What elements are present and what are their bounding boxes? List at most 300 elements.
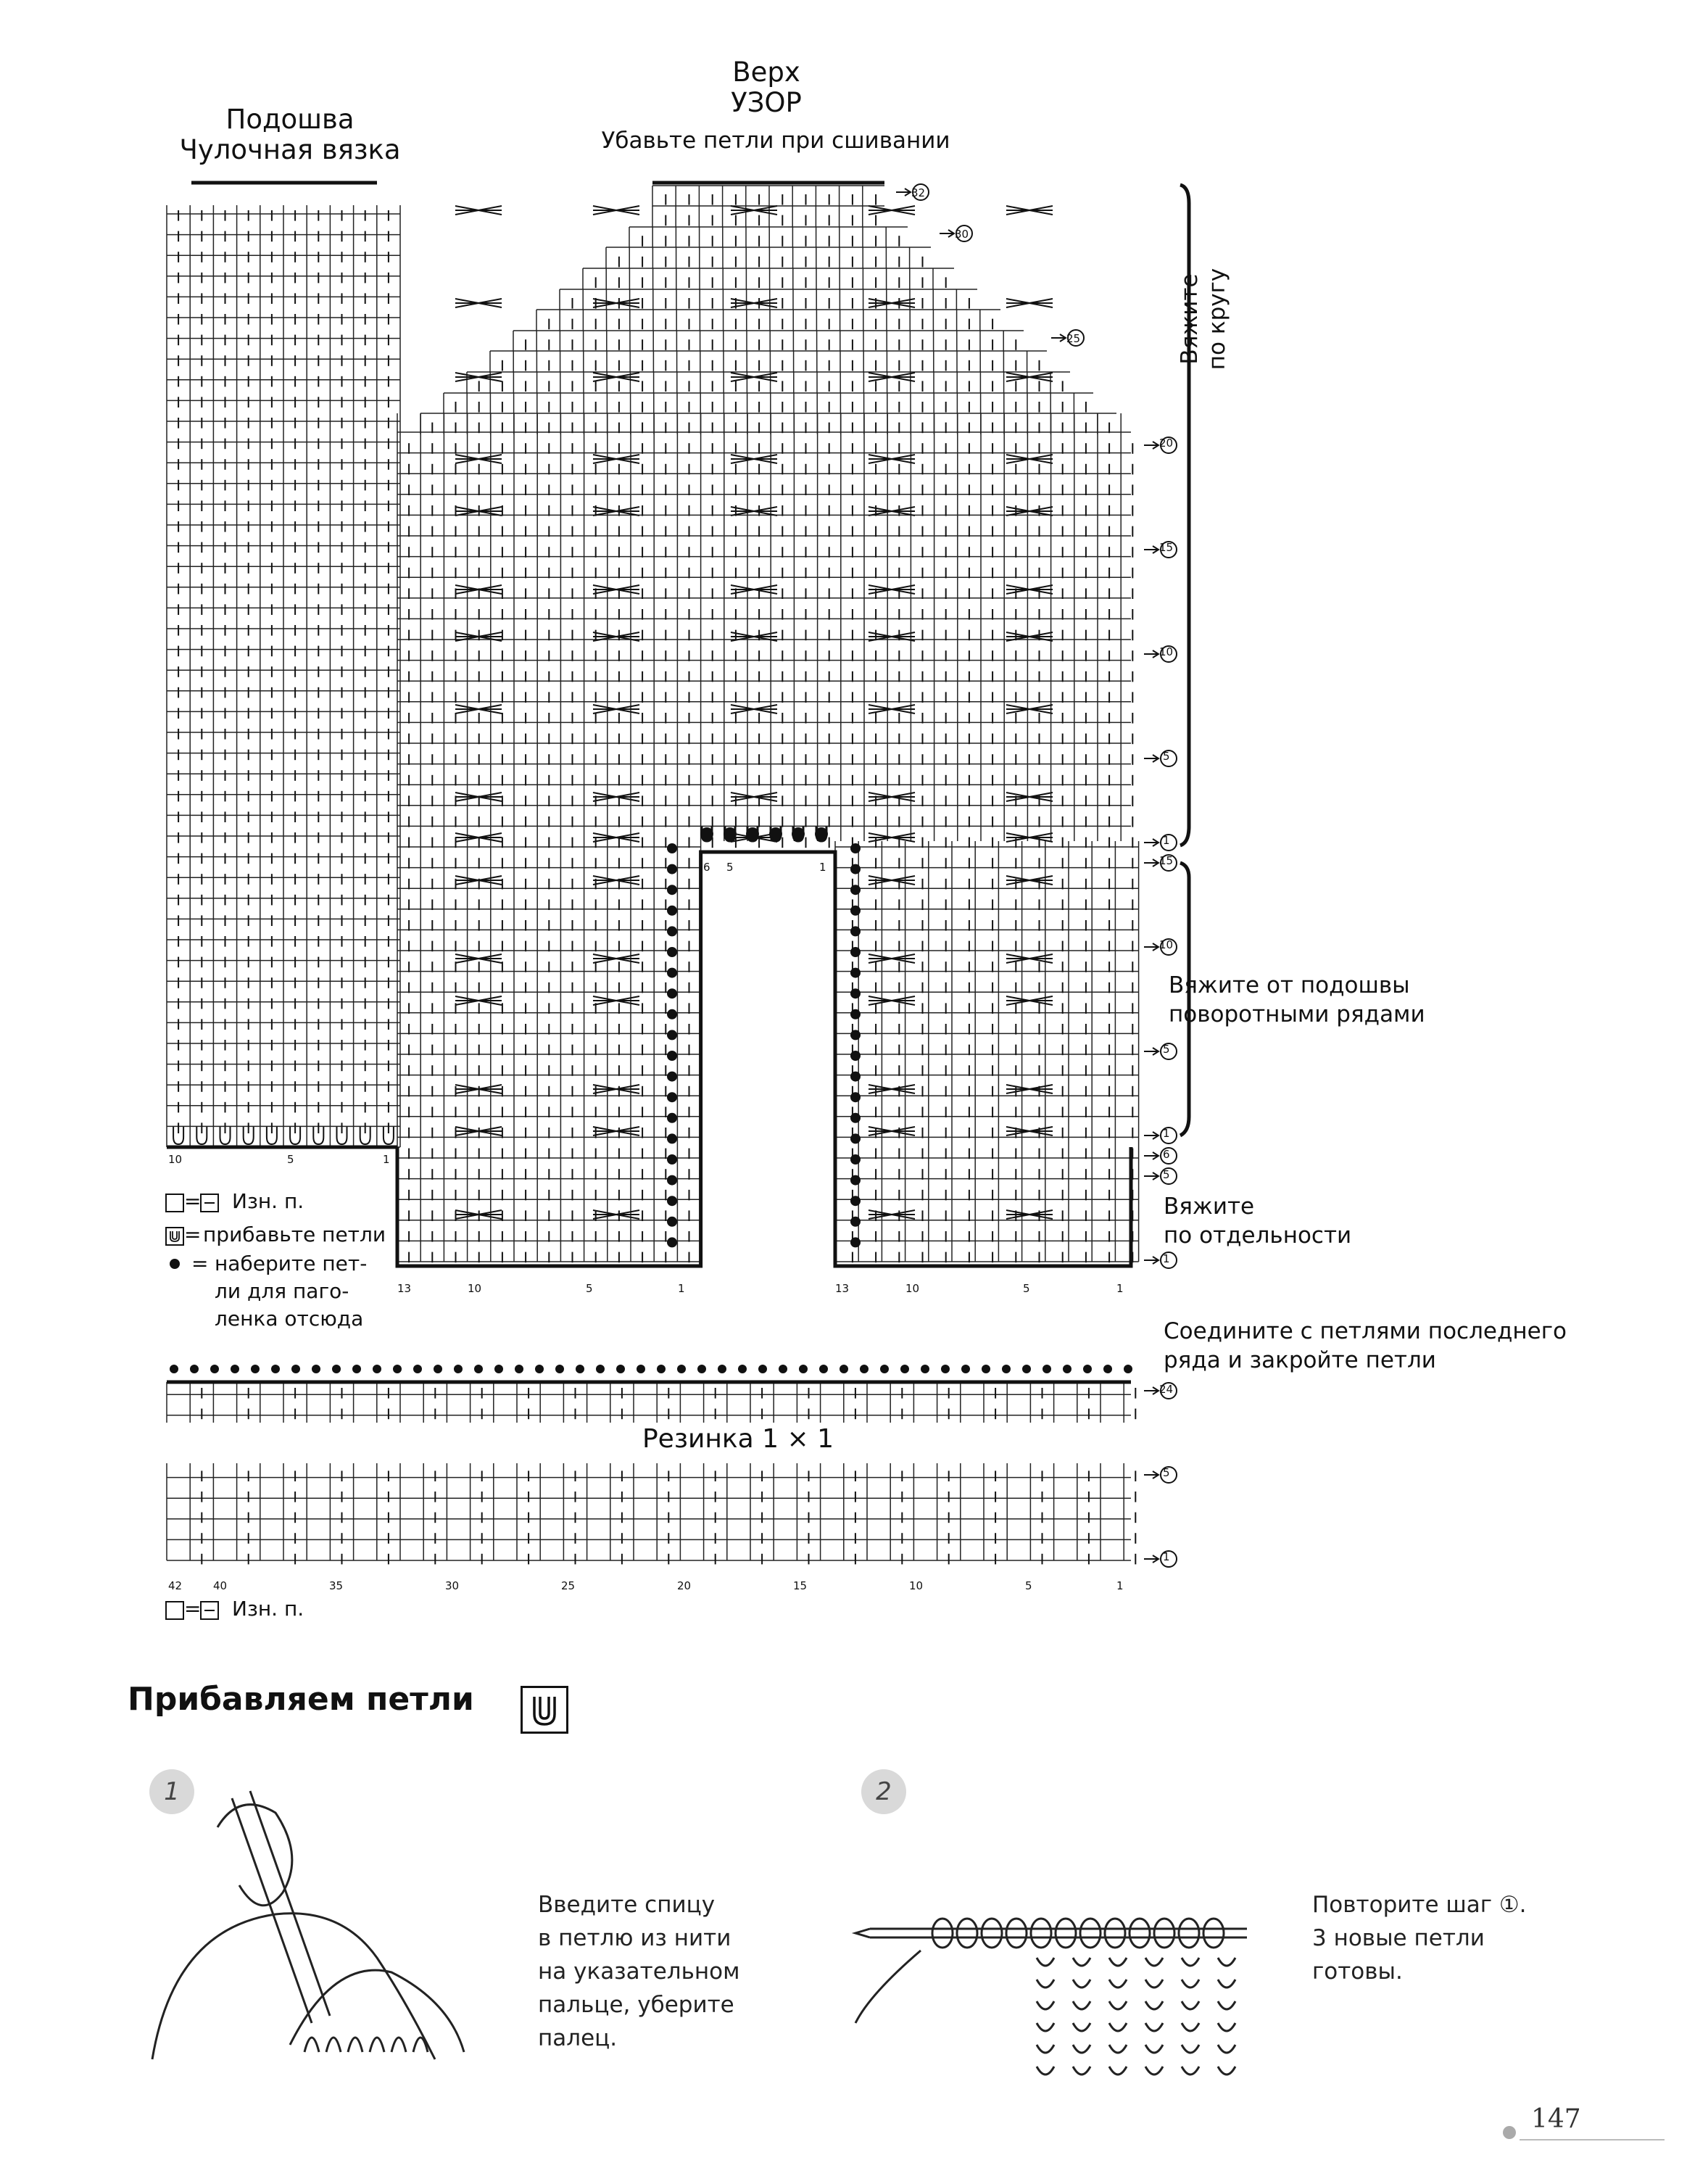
round-1: 1 <box>1163 834 1170 847</box>
fabric-stitch <box>326 2038 341 2052</box>
knit-v-stitch <box>1073 1980 1090 1987</box>
step2-line: 3 новые петли <box>1312 1925 1485 1951</box>
pickup-dot <box>850 1072 861 1082</box>
ribbing-bind-off-dot <box>190 1365 199 1373</box>
knit-v-stitch <box>1109 1958 1127 1966</box>
rib-stitch-42: 42 <box>168 1579 183 1592</box>
pickup-dot <box>667 1051 677 1061</box>
cable-cross-mark <box>1006 705 1053 713</box>
knit-v-stitch <box>1182 1958 1199 1966</box>
cable-cross-mark <box>869 585 915 594</box>
pickup-dot <box>667 843 677 853</box>
knit-v-stitch <box>1073 2023 1090 2031</box>
step1-line: в петлю из нити <box>538 1925 731 1951</box>
sep-row-1: 1 <box>1163 1252 1170 1265</box>
cable-cross-mark <box>869 996 915 1005</box>
legend-equals-2: = <box>184 1223 202 1246</box>
top-title: Верх <box>732 57 800 88</box>
cable-cross-mark <box>1006 1085 1053 1093</box>
row-15: 15 <box>1159 854 1174 867</box>
knit-v-stitch <box>1109 2067 1127 2075</box>
cable-cross-mark <box>731 373 777 381</box>
cable-cross-mark <box>869 507 915 516</box>
knit-v-stitch <box>1218 1980 1235 1987</box>
cable-cross-mark <box>731 455 777 463</box>
cable-cross-mark <box>731 299 777 307</box>
step2-text <box>1312 1888 1527 1988</box>
cable-cross-mark <box>869 833 915 842</box>
knit-v-stitch <box>1073 2045 1090 2053</box>
pickup-dot <box>667 926 677 936</box>
cable-cross-mark <box>731 206 777 215</box>
ribbing-bind-off-dot <box>413 1365 422 1373</box>
knit-v-stitch <box>1109 2023 1127 2031</box>
step2-line: Повторите шаг ①. <box>1312 1892 1527 1918</box>
pickup-dot <box>850 1196 861 1206</box>
in-round-line1: Вяжите <box>1177 273 1203 365</box>
legend-pickup-line3: ленка отсюда <box>215 1307 364 1331</box>
ribbing-bind-off-dot <box>1124 1365 1132 1373</box>
chart-grid <box>167 186 1139 1560</box>
rib-stitch-10: 10 <box>909 1579 924 1592</box>
sep-row-5: 5 <box>1163 1168 1170 1181</box>
ribbing-bind-off-dot <box>982 1365 990 1373</box>
ribbing-bind-off-dot <box>373 1365 381 1373</box>
cable-cross-mark <box>593 299 639 307</box>
cable-cross-mark <box>455 206 502 215</box>
rib-legend-empty-square <box>165 1601 184 1620</box>
round-10: 10 <box>1159 645 1174 658</box>
pickup-dot <box>667 1133 677 1143</box>
loop-on-needle <box>1006 1919 1027 1948</box>
step2-line: готовы. <box>1312 1958 1403 1985</box>
ribbing-bind-off-dot <box>880 1365 889 1373</box>
pickup-dot <box>850 1009 861 1019</box>
step2-number: 2 <box>876 1777 892 1806</box>
pickup-dot <box>667 988 677 998</box>
cable-cross-mark <box>1006 206 1053 215</box>
knit-v-stitch <box>1037 2001 1054 2009</box>
knit-v-stitch <box>1073 2067 1090 2075</box>
step1-number-badge <box>149 1769 194 1814</box>
cable-cross-mark <box>869 455 915 463</box>
loop-on-needle <box>982 1919 1002 1948</box>
right-stitch-1: 1 <box>1116 1282 1124 1295</box>
knit-v-stitch <box>1145 2001 1163 2009</box>
right-stitch-13: 13 <box>835 1282 850 1295</box>
pickup-dot <box>667 1217 677 1227</box>
row-markers <box>170 184 1177 1567</box>
step1-text <box>538 1888 740 2055</box>
pickup-dot <box>850 968 861 978</box>
gap-stitch-6: 6 <box>703 861 710 874</box>
ribbing-bind-off-dot <box>1022 1365 1031 1373</box>
pickup-dot <box>850 864 861 874</box>
legend-pickup-line2: ли для паго- <box>215 1279 349 1303</box>
ribbing-bind-off-dot <box>231 1365 239 1373</box>
fabric-stitch <box>348 2038 362 2052</box>
knit-v-stitch <box>1218 2023 1235 2031</box>
round-32: 32 <box>911 186 926 199</box>
pickup-dot <box>850 947 861 957</box>
cable-cross-mark <box>455 299 502 307</box>
ribbing-bind-off-dot <box>677 1365 686 1373</box>
pickup-dot <box>850 926 861 936</box>
cable-cross-mark <box>869 876 915 885</box>
join-line1: Соедините с петлями последнего <box>1164 1318 1567 1344</box>
pickup-dot <box>667 1113 677 1123</box>
ribbing-bind-off-dot <box>251 1365 260 1373</box>
cable-cross-mark <box>1006 299 1053 307</box>
loop-on-needle <box>1031 1919 1051 1948</box>
yarn-loop-illustration <box>217 1805 292 1906</box>
loop-on-needle <box>957 1919 977 1948</box>
legend-purl-dash-square <box>200 1194 219 1212</box>
ribbing-bind-off-dot <box>961 1365 970 1373</box>
separately-line1: Вяжите <box>1164 1194 1255 1220</box>
sole-stitch-5: 5 <box>287 1153 294 1166</box>
rib-row-5: 5 <box>1163 1466 1170 1479</box>
cable-cross-mark <box>593 996 639 1005</box>
pickup-dot <box>667 885 677 895</box>
knit-v-stitch <box>1182 2023 1199 2031</box>
cable-cross-mark <box>869 1210 915 1219</box>
loop-on-needle <box>1129 1919 1150 1948</box>
legend-equals-3: = <box>191 1252 209 1275</box>
fabric-stitch <box>304 2038 319 2052</box>
rib-stitch-20: 20 <box>677 1579 692 1592</box>
increase-symbol-icon <box>521 1686 568 1734</box>
sole-stitch-10: 10 <box>168 1153 183 1166</box>
rib-row-1: 1 <box>1163 1550 1170 1563</box>
pickup-dot <box>850 1154 861 1165</box>
cable-cross-mark <box>1006 1127 1053 1136</box>
separately-line2: по отдельности <box>1164 1223 1352 1249</box>
knit-v-stitch <box>1073 2001 1090 2009</box>
pickup-dot <box>850 843 861 853</box>
cable-cross-mark <box>593 705 639 713</box>
pickup-dot <box>667 1154 677 1165</box>
step1-line: пальце, уберите <box>538 1992 734 2018</box>
ribbing-bind-off-dot <box>271 1365 280 1373</box>
sole-subtitle: Чулочная вязка <box>179 134 401 165</box>
row-5: 5 <box>1163 1043 1170 1056</box>
pickup-dot <box>667 947 677 957</box>
rib-stitch-15: 15 <box>793 1579 808 1592</box>
knit-v-stitch <box>1182 2001 1199 2009</box>
ribbing-bind-off-dot <box>454 1365 463 1373</box>
pickup-dot <box>850 1030 861 1040</box>
loop-on-needle <box>1179 1919 1199 1948</box>
cable-cross-mark <box>869 705 915 713</box>
ribbing-bind-off-dot <box>434 1365 442 1373</box>
ribbing-bind-off-dot <box>535 1365 544 1373</box>
gap-increase-dot <box>769 827 782 840</box>
pickup-dot <box>850 1113 861 1123</box>
knit-v-stitch <box>1073 1958 1090 1966</box>
knit-v-stitch <box>1037 1958 1054 1966</box>
knit-v-stitch <box>1182 2045 1199 2053</box>
pickup-dot <box>667 1009 677 1019</box>
gap-stitch-1: 1 <box>819 861 826 874</box>
cable-cross-mark <box>455 705 502 713</box>
cable-cross-mark <box>731 705 777 713</box>
needle-illustration <box>232 1791 330 2023</box>
ribbing-bind-off-dot <box>819 1365 828 1373</box>
cable-cross-mark <box>869 299 915 307</box>
step1-line: палец. <box>538 2025 618 2051</box>
fabric-stitch <box>370 2038 384 2052</box>
pickup-dot <box>667 906 677 916</box>
fabric-stitch <box>391 2038 406 2052</box>
cable-cross-mark <box>1006 585 1053 594</box>
cable-cross-mark <box>593 455 639 463</box>
ribbing-bind-off-dot <box>576 1365 584 1373</box>
ribbing-bind-off-dot <box>555 1365 564 1373</box>
ribbing-bind-off-dot <box>1063 1365 1072 1373</box>
step1-number: 1 <box>164 1777 180 1806</box>
cable-cross-mark <box>1006 455 1053 463</box>
rib-stitch-40: 40 <box>213 1579 228 1592</box>
loop-on-needle <box>1056 1919 1076 1948</box>
ribbing-bind-off-dot <box>799 1365 808 1373</box>
rib-stitch-30: 30 <box>445 1579 460 1592</box>
knitted-fabric-outline <box>290 1970 464 2052</box>
knit-v-stitch <box>1182 2067 1199 2075</box>
pickup-dot <box>667 968 677 978</box>
ribbing-bind-off-dot <box>860 1365 869 1373</box>
loop-on-needle <box>1080 1919 1101 1948</box>
ribbing-bind-off-dot <box>332 1365 341 1373</box>
legend-increase-label: прибавьте петли <box>203 1223 386 1246</box>
ribbing-bind-off-dot <box>596 1365 605 1373</box>
knit-v-stitch <box>1145 1980 1163 1987</box>
ribbing-bind-off-dot <box>697 1365 706 1373</box>
ribbing-bind-off-dot <box>1043 1365 1051 1373</box>
gap-stitch-5: 5 <box>726 861 734 874</box>
ribbing-title: Резинка 1 × 1 <box>642 1424 834 1454</box>
cable-cross-mark <box>1006 793 1053 801</box>
rib-stitch-25: 25 <box>561 1579 576 1592</box>
knit-v-stitch <box>1145 1958 1163 1966</box>
ribbing-bind-off-dot <box>779 1365 787 1373</box>
cable-cross-mark <box>593 206 639 215</box>
cable-cross-mark <box>1006 996 1053 1005</box>
yarn-tail <box>855 1951 921 2023</box>
round-20: 20 <box>1159 437 1174 450</box>
cable-cross-mark <box>1006 833 1053 842</box>
top-decrease-note: Убавьте петли при сшивании <box>601 128 950 154</box>
gap-increase-dot <box>792 827 805 840</box>
ribbing-bind-off-dot <box>515 1365 523 1373</box>
left-stitch-10: 10 <box>468 1282 482 1295</box>
page-number-rule <box>1520 2139 1665 2140</box>
legend-equals-1: = <box>184 1189 202 1213</box>
knit-v-stitch <box>1037 2067 1054 2075</box>
loop-on-needle <box>1154 1919 1174 1948</box>
cable-cross-mark <box>869 206 915 215</box>
left-stitch-13: 13 <box>397 1282 412 1295</box>
rib-legend-dash-square <box>200 1601 219 1620</box>
step2-number-badge <box>861 1769 906 1814</box>
knit-v-stitch <box>1218 2001 1235 2009</box>
turning-rows-line1: Вяжите от подошвы <box>1169 972 1410 998</box>
pickup-dot <box>667 1072 677 1082</box>
in-round-line2: по кругу <box>1204 268 1230 371</box>
cable-cross-mark <box>455 455 502 463</box>
right-stitch-10: 10 <box>905 1282 920 1295</box>
ribbing-bind-off-dot <box>210 1365 219 1373</box>
knit-v-stitch <box>1218 2045 1235 2053</box>
step1-line: на указательном <box>538 1958 740 1985</box>
legend-purl-label: Изн. п. <box>232 1189 304 1213</box>
knit-v-stitch <box>1037 2023 1054 2031</box>
legend-pickup-line1: наберите пет- <box>215 1252 368 1275</box>
knit-v-stitch <box>1145 2023 1163 2031</box>
pickup-dot <box>850 1092 861 1102</box>
cable-cross-mark <box>1006 954 1053 963</box>
pickup-dot <box>850 1237 861 1247</box>
sole-title: Подошва <box>225 104 355 135</box>
cable-cross-mark <box>1006 507 1053 516</box>
pickup-dot <box>850 1175 861 1186</box>
ribbing-bind-off-dot <box>393 1365 402 1373</box>
cable-cross-mark <box>455 373 502 381</box>
ribbing-bind-off-dot <box>738 1365 747 1373</box>
section-title: Прибавляем петли <box>128 1681 474 1718</box>
ribbing-bind-off-dot <box>657 1365 666 1373</box>
gap-increase-dot <box>724 827 737 840</box>
cable-cross-mark <box>869 1085 915 1093</box>
ribbing-bind-off-dot <box>637 1365 645 1373</box>
cable-cross-mark <box>1006 876 1053 885</box>
pickup-dot <box>667 864 677 874</box>
gap-increase-dot <box>815 827 828 840</box>
left-stitch-5: 5 <box>586 1282 593 1295</box>
ribbing-bind-off-dot <box>1002 1365 1011 1373</box>
knit-v-stitch <box>1182 1980 1199 1987</box>
cable-cross-mark <box>869 373 915 381</box>
row-1: 1 <box>1163 1127 1170 1140</box>
cable-cross-mark <box>731 585 777 594</box>
ribbing-bind-off-dot <box>840 1365 848 1373</box>
cable-cross-mark <box>869 793 915 801</box>
ribbing-bind-off-dot <box>474 1365 483 1373</box>
knit-v-stitch <box>1109 2045 1127 2053</box>
cable-cross-mark <box>593 876 639 885</box>
top-subtitle: УЗОР <box>731 87 802 118</box>
in-round-note <box>1176 268 1231 370</box>
ribbing-bind-off-dot <box>921 1365 929 1373</box>
knit-v-stitch <box>1037 2045 1054 2053</box>
cable-cross-mark <box>593 373 639 381</box>
cable-cross-mark <box>731 793 777 801</box>
loop-on-needle <box>1105 1919 1125 1948</box>
ribbing-bind-off-dot <box>291 1365 300 1373</box>
ribbing-bind-off-dot <box>1103 1365 1112 1373</box>
ribbing-bind-off-dot <box>312 1365 320 1373</box>
sole-stitch-1: 1 <box>383 1153 390 1166</box>
round-5: 5 <box>1163 750 1170 763</box>
ribbing-bind-off-dot <box>170 1365 178 1373</box>
ribbing-bind-off-dot <box>616 1365 625 1373</box>
page-number: 147 <box>1531 2104 1581 2134</box>
right-stitch-5: 5 <box>1023 1282 1030 1295</box>
ribbing-bind-off-dot <box>494 1365 503 1373</box>
legend-purl-empty-square <box>165 1194 184 1212</box>
legend-increase-icon <box>165 1227 184 1246</box>
left-stitch-1: 1 <box>678 1282 685 1295</box>
cable-cross-mark <box>869 954 915 963</box>
ribbing-bind-off-dot <box>900 1365 909 1373</box>
ribbing-bind-off-dot <box>352 1365 361 1373</box>
knit-v-stitch <box>1218 2067 1235 2075</box>
pickup-dot <box>667 1237 677 1247</box>
cable-cross-mark <box>593 507 639 516</box>
cable-cross-mark <box>1006 1210 1053 1219</box>
pickup-dot <box>667 1030 677 1040</box>
knit-v-stitch <box>1218 1958 1235 1966</box>
pickup-dot <box>850 988 861 998</box>
round-15: 15 <box>1159 541 1174 554</box>
legend-pickup-dot-icon <box>170 1259 180 1269</box>
pickup-dot <box>850 906 861 916</box>
rib-stitch-5: 5 <box>1025 1579 1032 1592</box>
cable-cross-mark <box>731 507 777 516</box>
cable-cross-mark <box>593 954 639 963</box>
gap-increase-dot <box>700 827 713 840</box>
step1-line: Введите спицу <box>538 1892 716 1918</box>
cable-cross-mark <box>593 585 639 594</box>
cable-cross-mark <box>593 833 639 842</box>
ribbing-bind-off-dot <box>1083 1365 1092 1373</box>
gap-increase-dot <box>746 827 759 840</box>
sep-row-6: 6 <box>1163 1148 1170 1161</box>
rib-legend-equals: = <box>184 1597 202 1621</box>
pickup-dot <box>850 1133 861 1143</box>
round-25: 25 <box>1066 332 1081 345</box>
knit-v-stitch <box>1109 1980 1127 1987</box>
cable-cross-mark <box>593 1210 639 1219</box>
rib-stitch-1: 1 <box>1116 1579 1124 1592</box>
pickup-dot <box>850 1217 861 1227</box>
ribbing-bind-off-dot <box>718 1365 726 1373</box>
row-10: 10 <box>1159 938 1174 951</box>
rib-legend-purl-label: Изн. п. <box>232 1597 304 1621</box>
turning-rows-line2: поворотными рядами <box>1169 1001 1425 1027</box>
pickup-dot <box>667 1092 677 1102</box>
rib-row-24: 24 <box>1159 1383 1174 1396</box>
round-30: 30 <box>955 228 969 241</box>
pickup-dot <box>667 1196 677 1206</box>
cable-cross-mark <box>869 1127 915 1136</box>
knit-v-stitch <box>1145 2045 1163 2053</box>
cable-cross-mark <box>1006 373 1053 381</box>
pickup-dot <box>850 1051 861 1061</box>
join-line2: ряда и закройте петли <box>1164 1347 1436 1373</box>
cable-cross-mark <box>593 1127 639 1136</box>
ribbing-bind-off-dot <box>941 1365 950 1373</box>
cable-cross-mark <box>593 793 639 801</box>
yarn-ball-icon <box>1503 2126 1516 2139</box>
heel-gap-outline <box>397 852 1131 1266</box>
rib-stitch-35: 35 <box>329 1579 344 1592</box>
knit-v-stitch <box>1145 2067 1163 2075</box>
ribbing-bind-off-dot <box>758 1365 767 1373</box>
pickup-dot <box>850 885 861 895</box>
knit-v-stitch <box>1037 1980 1054 1987</box>
loop-on-needle <box>932 1919 953 1948</box>
